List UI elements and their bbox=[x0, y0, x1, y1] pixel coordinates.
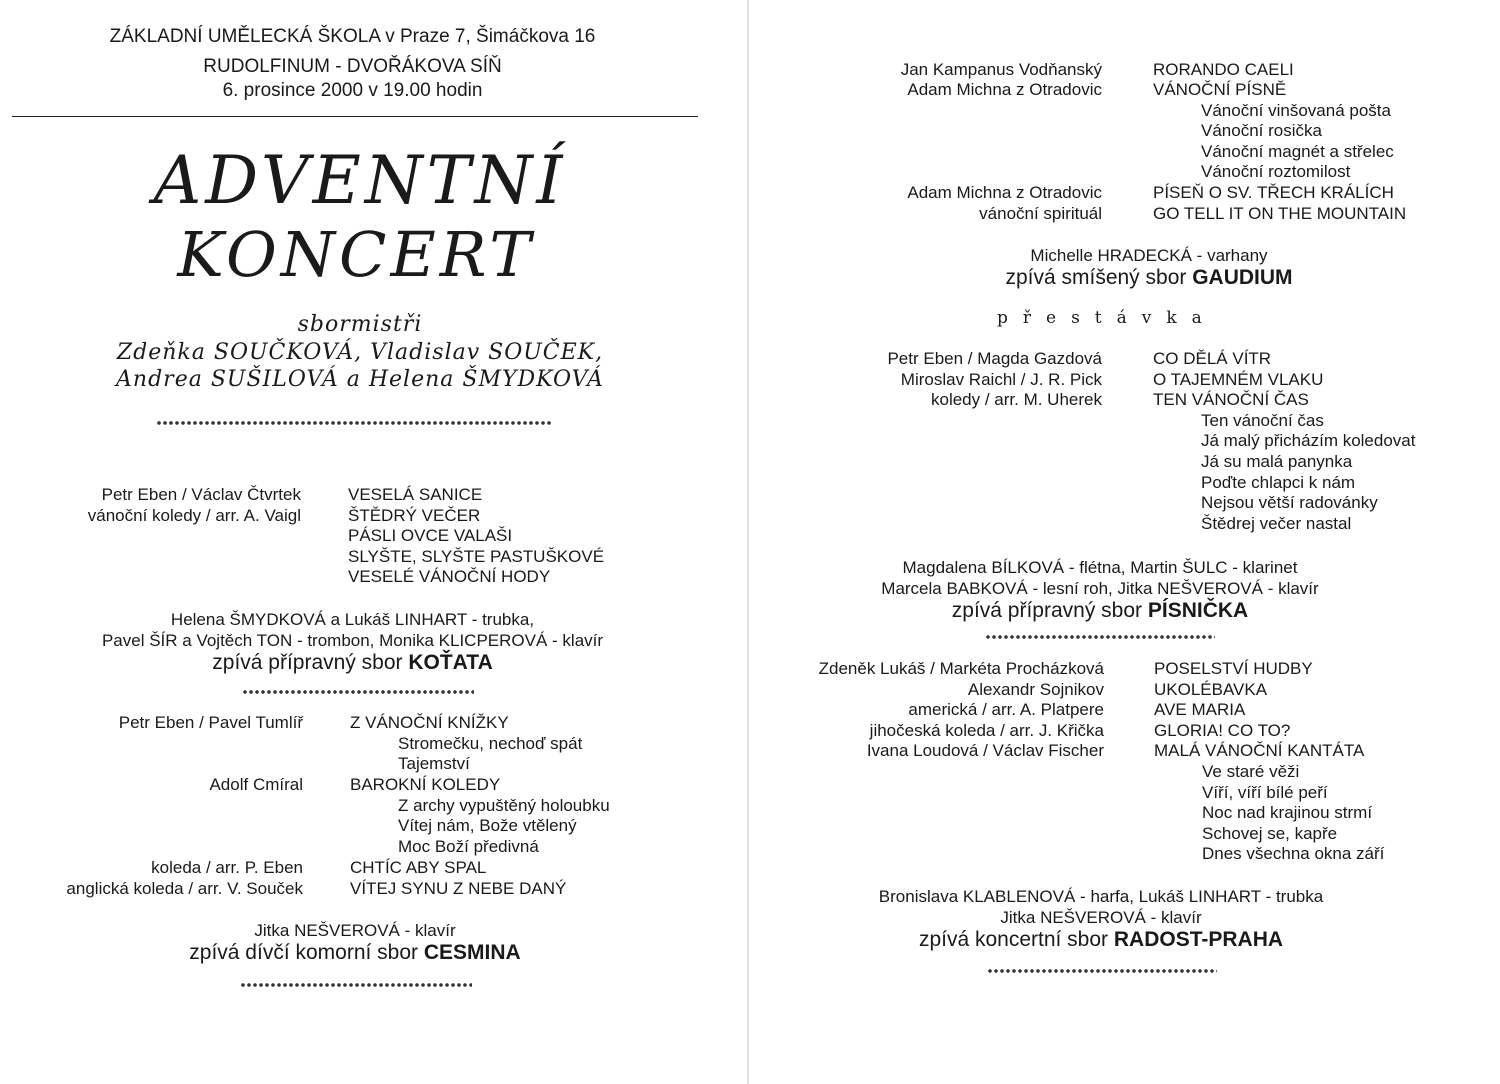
composer: Miroslav Raichl / J. R. Pick bbox=[900, 369, 1102, 389]
choir-line bbox=[0, 941, 710, 965]
work-title: O TAJEMNÉM VLAKU bbox=[1153, 369, 1324, 389]
block3-work-3: PÍSEŇ O SV. TŘECH KRÁLÍCH bbox=[1153, 183, 1394, 202]
block4-works bbox=[1153, 349, 1415, 534]
block1-performers bbox=[0, 609, 705, 675]
composer: Zdeněk Lukáš / Markéta Procházková bbox=[818, 659, 1104, 678]
work-title: BAROKNÍ KOLEDY bbox=[350, 775, 501, 794]
work-movement: Ve staré věži bbox=[1202, 761, 1300, 781]
intermission-label: přestávka bbox=[997, 308, 1217, 328]
block3-composer-3: Adam Michna z Otradovic bbox=[907, 183, 1102, 202]
work-movement: Ten vánoční čas bbox=[1201, 410, 1324, 430]
choir-prefix: zpívá smíšený sbor bbox=[1005, 266, 1193, 289]
work-movement: Dnes všechna okna září bbox=[1202, 844, 1385, 864]
work-title: UKOLÉBAVKA bbox=[1154, 679, 1268, 699]
block2-work-2 bbox=[350, 775, 610, 857]
work-movement: Stromečku, nechoď spát bbox=[398, 733, 583, 753]
block2-work-3: CHTÍC ABY SPAL bbox=[350, 858, 487, 877]
work-title: POSELSTVÍ HUDBY bbox=[1154, 659, 1313, 678]
block2-composer-4: anglická koleda / arr. V. Souček bbox=[66, 879, 303, 898]
choir-prefix: zpívá přípravný sbor bbox=[212, 651, 409, 674]
left-page bbox=[0, 0, 745, 1084]
work-movement: Moc Boží předivná bbox=[398, 836, 539, 856]
performers-line: Pavel ŠÍR a Vojtěch TON - trombon, Monika KLICPEROVÁ - klavír bbox=[101, 631, 604, 650]
choir-name: PÍSNIČKA bbox=[1147, 599, 1249, 622]
choir-line bbox=[752, 266, 1500, 290]
work-title: VESELÉ VÁNOČNÍ HODY bbox=[348, 567, 551, 587]
work-movement: Štědrej večer nastal bbox=[1201, 513, 1352, 533]
block3-performers bbox=[752, 245, 1500, 290]
work-movement: Víří, víří bílé peří bbox=[1202, 782, 1328, 802]
block3-work-4: GO TELL IT ON THE MOUNTAIN bbox=[1153, 204, 1407, 223]
work-movement: Tajemství bbox=[398, 754, 470, 774]
choir-line bbox=[752, 599, 1448, 623]
composer: koledy / arr. M. Uherek bbox=[930, 390, 1102, 410]
performers-line: Marcela BABKOVÁ - lesní roh, Jitka NEŠVEROVÁ - klavír bbox=[881, 579, 1319, 598]
ornament-divider bbox=[987, 967, 1217, 975]
block3-composer-1: Jan Kampanus Vodňanský bbox=[900, 60, 1102, 79]
work-movement: Poďte chlapci k nám bbox=[1201, 472, 1356, 492]
composer: vánoční koledy / arr. A. Vaigl bbox=[87, 505, 301, 525]
block3-composer-2: Adam Michna z Otradovic bbox=[907, 80, 1102, 99]
composer: Ivana Loudová / Václav Fischer bbox=[866, 741, 1104, 761]
composer: americká / arr. A. Platpere bbox=[908, 700, 1104, 720]
work-movement: Z archy vypuštěný holoubku bbox=[398, 795, 610, 815]
work-title: PÁSLI OVCE VALAŠI bbox=[348, 526, 513, 546]
work-title: VESELÁ SANICE bbox=[348, 485, 483, 504]
choir-name: KOŤATA bbox=[408, 651, 493, 674]
block4-composers bbox=[887, 349, 1102, 411]
right-page bbox=[752, 0, 1500, 1084]
block3-work-2 bbox=[1153, 80, 1394, 183]
work-movement: Vánoční rosička bbox=[1201, 121, 1322, 141]
work-title: ŠTĚDRÝ VEČER bbox=[348, 505, 481, 525]
choir-name: RADOST-PRAHA bbox=[1113, 928, 1284, 951]
work-title: VÁNOČNÍ PÍSNĚ bbox=[1153, 80, 1287, 99]
composer: jihočeská koleda / arr. J. Křička bbox=[869, 720, 1104, 740]
work-title: Z VÁNOČNÍ KNÍŽKY bbox=[350, 713, 509, 732]
block5-performers bbox=[752, 886, 1450, 952]
work-movement: Vánoční magnét a střelec bbox=[1201, 141, 1394, 161]
work-title: SLYŠTE, SLYŠTE PASTUŠKOVÉ bbox=[348, 546, 605, 566]
work-title: TEN VÁNOČNÍ ČAS bbox=[1153, 390, 1309, 410]
performers-line: Michelle HRADECKÁ - varhany bbox=[1030, 246, 1268, 265]
header-divider bbox=[12, 116, 698, 117]
block2-composer-3: koleda / arr. P. Eben bbox=[151, 858, 303, 877]
conductors-line-2: Andrea SUŠILOVÁ a Helena ŠMYDKOVÁ bbox=[116, 367, 604, 392]
venue: RUDOLFINUM - DVOŘÁKOVA SÍŇ bbox=[203, 56, 502, 77]
work-title: AVE MARIA bbox=[1154, 700, 1246, 720]
performers-line: Helena ŠMYDKOVÁ a Lukáš LINHART - trubka, bbox=[170, 610, 535, 629]
block3-work-1: RORANDO CAELI bbox=[1153, 60, 1294, 79]
ornament-divider bbox=[242, 688, 474, 696]
composer: Alexandr Sojnikov bbox=[967, 679, 1104, 699]
choir-prefix: zpívá přípravný sbor bbox=[951, 599, 1148, 622]
block1-composers bbox=[88, 485, 301, 526]
block2-composer-2: Adolf Cmíral bbox=[209, 775, 303, 794]
ornament-divider bbox=[156, 419, 552, 427]
composer: Petr Eben / Magda Gazdová bbox=[887, 349, 1102, 368]
work-movement: Vítej nám, Bože vtělený bbox=[398, 816, 577, 836]
ornament-divider bbox=[240, 981, 472, 989]
work-movement: Já malý přicházím koledovat bbox=[1201, 431, 1416, 451]
composer: Petr Eben / Václav Čtvrtek bbox=[101, 485, 301, 504]
ornament-divider bbox=[985, 633, 1215, 641]
choir-name: GAUDIUM bbox=[1192, 266, 1293, 289]
block2-performers bbox=[0, 920, 710, 965]
performers-line: Magdalena BÍLKOVÁ - flétna, Martin ŠULC - klarinet bbox=[902, 558, 1298, 577]
performers-line: Jitka NEŠVEROVÁ - klavír bbox=[1000, 908, 1202, 927]
date-time: 6. prosince 2000 v 19.00 hodin bbox=[222, 80, 483, 101]
block2-composer-1: Petr Eben / Pavel Tumlíř bbox=[118, 713, 303, 732]
performers-line: Jitka NEŠVEROVÁ - klavír bbox=[254, 921, 456, 940]
work-title: CO DĚLÁ VÍTR bbox=[1153, 349, 1272, 368]
choir-line bbox=[0, 651, 705, 675]
choir-line bbox=[752, 928, 1450, 952]
page-fold bbox=[747, 0, 749, 1084]
work-movement: Vánoční vinšovaná pošta bbox=[1201, 100, 1391, 120]
work-movement: Nejsou větší radovánky bbox=[1201, 493, 1378, 513]
block2-work-4: VÍTEJ SYNU Z NEBE DANÝ bbox=[350, 879, 567, 898]
block5-composers bbox=[819, 659, 1104, 762]
work-movement: Schovej se, kapře bbox=[1202, 823, 1338, 843]
choir-name: CESMINA bbox=[423, 941, 521, 964]
block5-works bbox=[1154, 659, 1384, 865]
school-name: ZÁKLADNÍ UMĚLECKÁ ŠKOLA v Praze 7, Šimáčkova 16 bbox=[109, 26, 596, 47]
block3-composer-4: vánoční spirituál bbox=[979, 204, 1102, 223]
choir-prefix: zpívá dívčí komorní sbor bbox=[189, 941, 424, 964]
work-movement: Já su malá panynka bbox=[1201, 451, 1353, 471]
title-line-1: ADVENTNÍ bbox=[153, 142, 567, 219]
choir-prefix: zpívá koncertní sbor bbox=[918, 928, 1114, 951]
block2-work-1 bbox=[350, 713, 582, 775]
performers-line: Bronislava KLABLENOVÁ - harfa, Lukáš LINHART - trubka bbox=[878, 887, 1324, 906]
block1-works bbox=[348, 485, 604, 588]
conductors-heading: sbormistři bbox=[297, 312, 423, 337]
work-title: MALÁ VÁNOČNÍ KANTÁTA bbox=[1154, 741, 1365, 761]
work-title: GLORIA! CO TO? bbox=[1154, 720, 1291, 740]
block4-performers bbox=[752, 557, 1448, 623]
work-movement: Vánoční roztomilost bbox=[1201, 162, 1351, 182]
work-movement: Noc nad krajinou strmí bbox=[1202, 803, 1373, 823]
conductors-line-1: Zdeňka SOUČKOVÁ, Vladislav SOUČEK, bbox=[116, 340, 604, 365]
title-line-2: KONCERT bbox=[177, 218, 535, 291]
